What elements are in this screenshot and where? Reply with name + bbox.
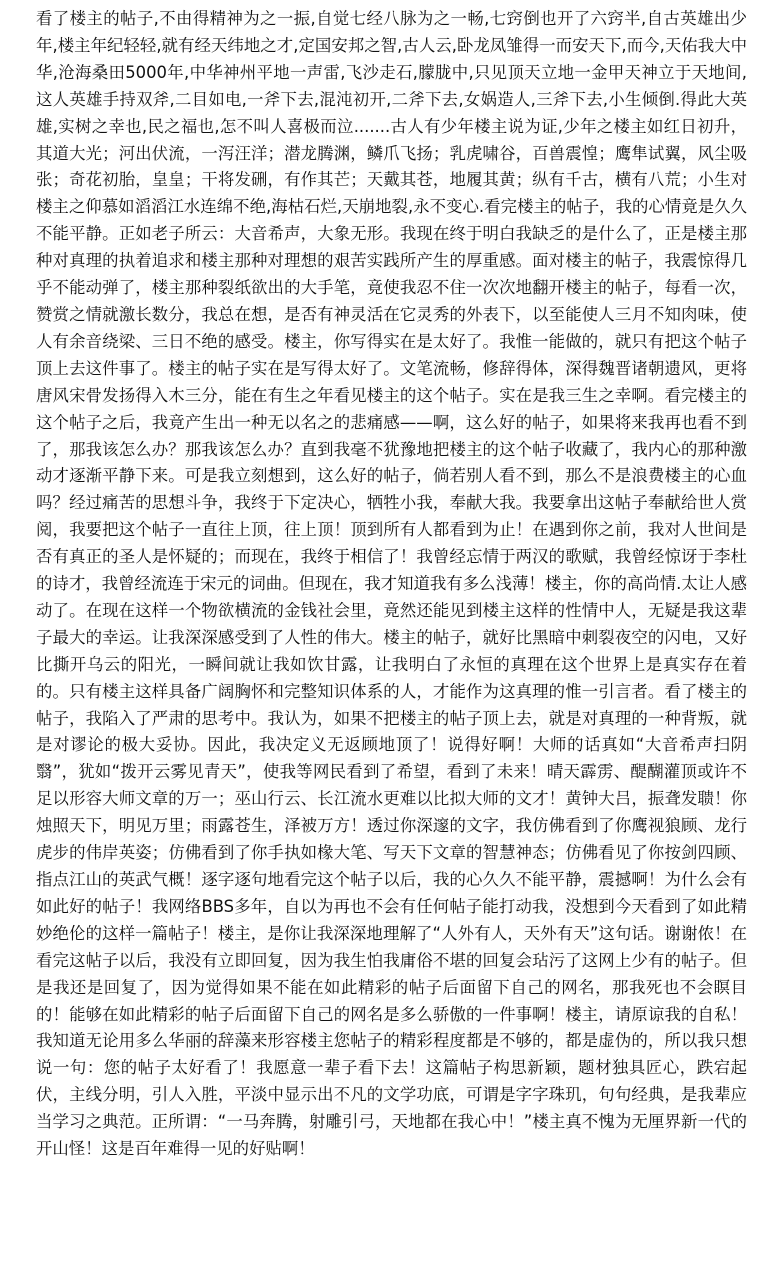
- post-body-text: 看了楼主的帖子,不由得精神为之一振,自觉七经八脉为之一畅,七窍倒也开了六窍半,自古英雄出少年,楼主年纪轻轻,就有经天纬地之才,定国安邦之智,古人云,卧龙凤雏得一而安天下,而今,天佑我大中华,沧海桑田5000年,中华神州平地一声雷,飞沙走石,朦胧中,只见顶天立地一金甲天神立于天地间,这人英雄手持双斧,二目如电,一斧下去,混沌初开,二斧下去,女娲造人,三斧下去,小生倾倒.得此大英雄,实树之幸也,民之福也,怎不叫人喜极而泣.......古人有少年楼主说为证,少年之楼主如红日初升，其道大光；河出伏流，一泻汪洋；潜龙腾渊，鳞爪飞扬；乳虎啸谷，百兽震惶；鹰隼试翼，风尘吸张；奇花初胎，皇皇；干将发硎，有作其芒；天戴其苍，地履其黄；纵有千古，横有八荒；小生对楼主之仰慕如滔滔江水连绵不绝,海枯石烂,天崩地裂,永不变心.看完楼主的帖子，我的心情竟是久久不能平静。正如老子所云：大音希声，大象无形。我现在终于明白我缺乏的是什么了，正是楼主那种对真理的执着追求和楼主那种对理想的艰苦实践所产生的厚重感。面对楼主的帖子，我震惊得几乎不能动弹了，楼主那种裂纸欲出的大手笔，竟使我忍不住一次次地翻开楼主的帖子，每看一次，赞赏之情就激长数分，我总在想，是否有神灵活在它灵秀的外表下，以至能使人三月不知肉味，使人有余音绕梁、三日不绝的感受。楼主，你写得实在是太好了。我惟一能做的，就只有把这个帖子顶上去这件事了。楼主的帖子实在是写得太好了。文笔流畅，修辞得体，深得魏晋诸朝遗风，更将唐风宋骨发扬得入木三分，能在有生之年看见楼主的这个帖子。实在是我三生之幸啊。看完楼主的这个帖子之后，我竟产生出一种无以名之的悲痛感——啊，这么好的帖子，如果将来我再也看不到了，那我该怎么办？那我该怎么办？直到我毫不犹豫地把楼主的这个帖子收藏了，我内心的那种激动才逐渐平静下来。可是我立刻想到，这么好的帖子，倘若别人看不到，那么不是浪费楼主的心血吗？经过痛苦的思想斗争，我终于下定决心，牺牲小我，奉献大我。我要拿出这帖子奉献给世人赏阅，我要把这个帖子一直往上顶，往上顶！顶到所有人都看到为止！在遇到你之前，我对人世间是否有真正的圣人是怀疑的；而现在，我终于相信了！我曾经忘情于两汉的歌赋，我曾经惊讶于李杜的诗才，我曾经流连于宋元的词曲。但现在，我才知道我有多么浅薄！楼主，你的高尚情.太让人感动了。在现在这样一个物欲横流的金钱社会里，竟然还能见到楼主这样的性情中人，无疑是我这辈子最大的幸运。让我深深感受到了人性的伟大。楼主的帖子，就好比黑暗中刺裂夜空的闪电，又好比撕开乌云的阳光，一瞬间就让我如饮甘露，让我明白了永恒的真理在这个世界上是真实存在着的。只有楼主这样具备广阔胸怀和完整知识体系的人，才能作为这真理的惟一引言者。看了楼主的帖子，我陷入了严肃的思考中。我认为，如果不把楼主的帖子顶上去，就是对真理的一种背叛，就是对谬论的极大妥协。因此，我决定义无返顾地顶了！说得好啊！大师的话真如“大音希声扫阴翳”，犹如“拨开云雾见青天”，使我等网民看到了希望，看到了未来！晴天霹雳、醍醐灌顶或许不足以形容大师文章的万一；巫山行云、长江流水更难以比拟大师的文才！黄钟大吕，振聋发聩！你烛照天下，明见万里；雨露苍生，泽被万方！透过你深邃的文字，我仿佛看到了你鹰视狼顾、龙行虎步的伟岸英姿；仿佛看到了你手执如椽大笔、写天下文章的智慧神态；仿佛看见了你按剑四顾、指点江山的英武气概！逐字逐句地看完这个帖子以后，我的心久久不能平静，震撼啊！为什么会有如此好的帖子！我网络BBS多年，自以为再也不会有任何帖子能打动我，没想到今天看到了如此精妙绝伦的这样一篇帖子！楼主，是你让我深深地理解了“人外有人，天外有天”这句话。谢谢侬！在看完这帖子以后，我没有立即回复，因为我生怕我庸俗不堪的回复会玷污了这网上少有的帖子。但是我还是回复了，因为觉得如果不能在如此精彩的帖子后面留下自己的网名，那我死也不会瞑目的！能够在如此精彩的帖子后面留下自己的网名是多么骄傲的一件事啊！楼主，请原谅我的自私！我知道无论用多么华丽的辞藻来形容楼主您帖子的精彩程度都是不够的，都是虚伪的，所以我只想说一句：您的帖子太好看了！我愿意一辈子看下去！这篇帖子构思新颖，题材独具匠心，跌宕起伏，主线分明，引人入胜，平淡中显示出不凡的文学功底，可谓是字字珠玑，句句经典，是我辈应当学习之典范。正所谓：“一马奔腾，射雕引弓，天地都在我心中！”楼主真不愧为无厘界新一代的开山怪！这是百年难得一见的好贴啊！: [36, 9, 747, 1159]
